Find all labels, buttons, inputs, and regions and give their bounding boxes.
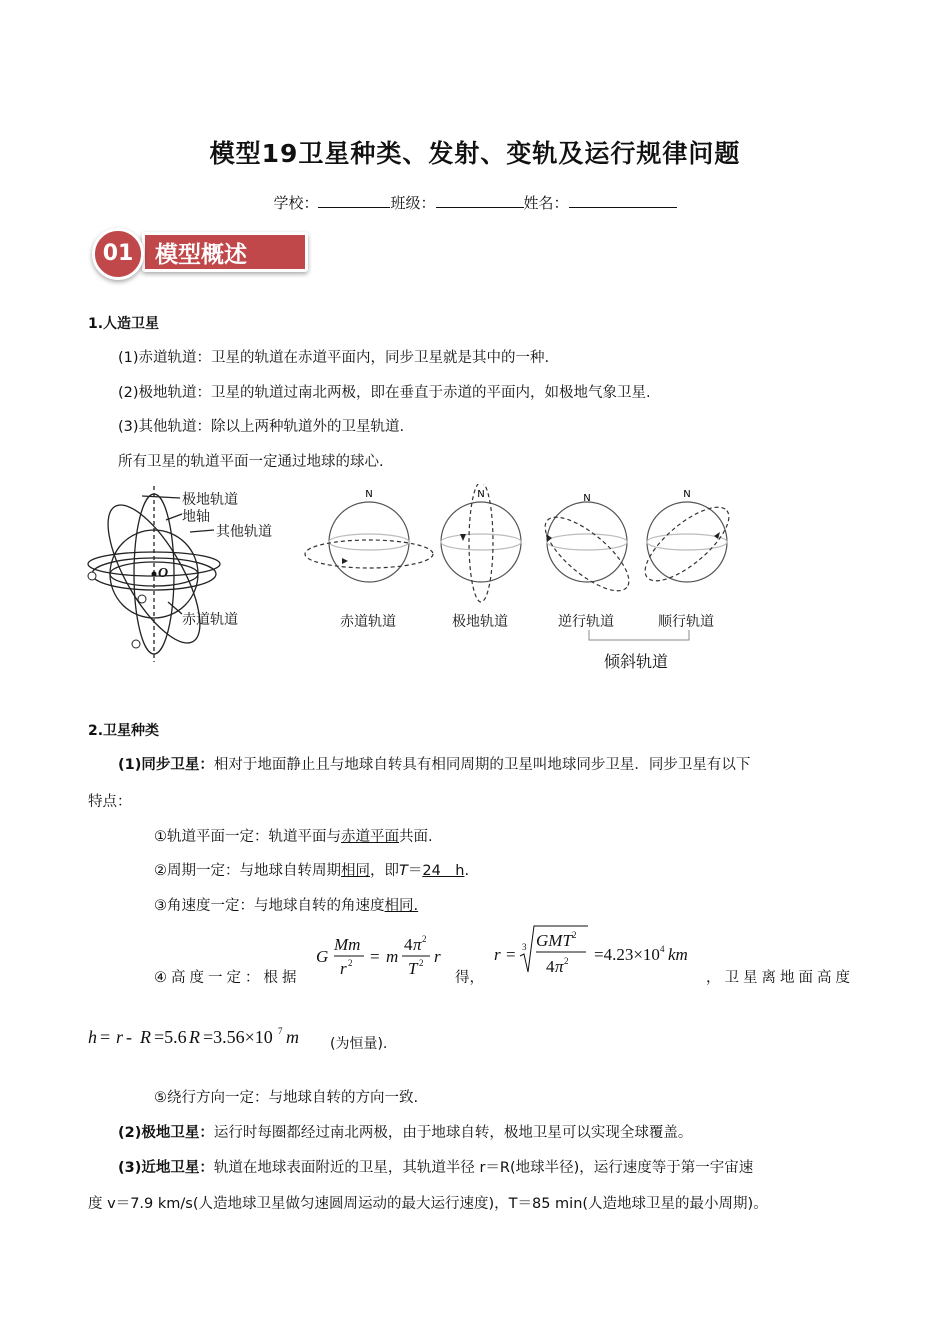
near-text: 轨道在地球表面附近的卫星，其轨道半径 r＝R(地球半径)，运行速度等于第一宇宙速 [213,1160,754,1176]
label-retrograde: 逆行轨道 [558,614,614,630]
badge-number: 01 [92,228,144,280]
near-paragraph [118,1156,753,1177]
label-prograde: 顺行轨道 [658,614,714,630]
svg-text:=: = [370,947,380,966]
label-equatorial: 赤道轨道 [340,614,396,630]
orbit-item-3: (3)其他轨道：除以上两种轨道外的卫星轨道. [118,419,405,435]
f1-post: 共面. [399,829,433,845]
feature-3 [154,894,418,915]
f1-underline: 赤道平面 [341,829,399,845]
svg-text:4: 4 [660,944,665,954]
svg-text:2: 2 [419,958,424,968]
svg-text:km: km [668,945,688,964]
group-bracket [588,630,690,646]
f4-mid: 得， [455,970,484,986]
svg-text:=3.56×10: =3.56×10 [203,1027,273,1047]
svg-text:4: 4 [404,935,413,954]
label-equator-orbit: 赤道轨道 [182,612,238,628]
feature-2 [154,859,469,880]
svg-text:G: G [316,947,329,966]
f3-underline: 相同. [384,898,419,914]
svg-text:=4.23×10: =4.23×10 [594,945,660,964]
formula-gravity [312,928,464,984]
near-head: (3)近地卫星： [118,1160,214,1176]
f4-pre: ④高度一定：根据 [154,970,301,986]
label-inclined: 倾斜轨道 [604,652,669,671]
polar-paragraph [118,1121,692,1142]
svg-text:-: - [126,1027,132,1047]
svg-text:R: R [140,1027,151,1047]
svg-text:2: 2 [572,930,577,940]
svg-text:3: 3 [522,942,527,952]
section-heading-1: 1.人造卫星 [88,316,160,332]
sync-text-cont: 特点： [88,794,132,810]
sync-paragraph [118,753,750,774]
svg-text:r: r [494,945,501,964]
svg-text:π: π [555,957,564,976]
f2-t: T [399,863,408,879]
svg-text:r: r [340,959,347,978]
f2-underline: 相同 [341,863,370,879]
svg-text:r: r [116,1027,124,1047]
globe-orbits-diagram [296,484,756,614]
f4-note: (为恒量). [330,1036,388,1052]
f2-eq: ＝ [407,863,423,879]
section-badge [92,228,314,278]
orbit-item-2: (2)极地轨道：卫星的轨道过南北两极，即在垂直于赤道的平面内，如极地气象卫星. [118,385,651,401]
section-heading-2: 2.卫星种类 [88,723,160,739]
formula-height [86,1018,326,1054]
svg-text:=5.6: =5.6 [154,1027,187,1047]
feature-5: ⑤绕行方向一定：与地球自转的方向一致. [154,1090,419,1106]
svg-text:Mm: Mm [334,935,361,954]
f1-pre: ①轨道平面一定：轨道平面与 [154,829,341,845]
f2-end: . [464,863,470,879]
f4-post: ，卫星离地面高度 [706,970,854,986]
student-info [0,192,950,213]
f2-value: 24 h [422,863,465,879]
svg-text:2: 2 [348,958,353,968]
polar-text: 运行时每圈都经过南北两极，由于地球自转，极地卫星可以实现全球覆盖。 [213,1125,693,1141]
n-label-4: N [683,489,691,500]
svg-text:2: 2 [422,934,427,944]
svg-text:h: h [88,1027,97,1047]
n-label-3: N [583,493,591,504]
svg-text:r: r [434,947,441,966]
page-title: 模型19卫星种类、发射、变轨及运行规律问题 [209,139,741,168]
f2-pre: ②周期一定：与地球自转周期 [154,863,341,879]
f2-mid: ，即 [370,863,399,879]
svg-text:2: 2 [564,956,569,966]
svg-text:m: m [286,1027,299,1047]
svg-text:7: 7 [278,1026,283,1036]
orbit-note: 所有卫星的轨道平面一定通过地球的球心. [118,454,384,470]
f3-pre: ③角速度一定：与地球自转的角速度 [154,898,385,914]
svg-text:=: = [506,945,516,964]
svg-text:GMT: GMT [536,931,572,950]
school-label: 学校： [273,194,319,212]
svg-text:π: π [413,935,422,954]
badge-title: 模型概述 [142,232,308,272]
svg-text:=: = [100,1027,111,1047]
sync-text: 相对于地面静止且与地球自转具有相同周期的卫星叫地球同步卫星．同步卫星有以下 [213,757,751,773]
orbit-item-1: (1)赤道轨道：卫星的轨道在赤道平面内，同步卫星就是其中的一种. [118,350,550,366]
name-label: 姓名： [523,194,569,212]
feature-1 [154,825,433,846]
school-blank[interactable] [318,193,390,208]
sync-head: (1)同步卫星： [118,757,214,773]
class-label: 班级： [390,194,436,212]
formula-radius [490,922,708,984]
svg-text:R: R [189,1027,200,1047]
label-polar-orbit: 极地轨道 [182,492,238,508]
svg-text:m: m [386,947,399,966]
label-center-o: O [158,566,169,581]
n-label-2: N [477,489,485,500]
svg-text:4: 4 [546,957,555,976]
near-text-cont: 度 v＝7.9 km/s(人造地球卫星做匀速圆周运动的最大运行速度)，T＝85 min(人造地球卫星的最小周期)。 [88,1196,768,1212]
label-earth-axis: 地轴 [182,509,210,525]
name-blank[interactable] [569,193,677,208]
svg-text:T: T [408,959,418,978]
label-polar: 极地轨道 [452,614,508,630]
label-other-orbit: 其他轨道 [216,524,272,540]
n-label-1: N [365,489,373,500]
polar-head: (2)极地卫星： [118,1125,214,1141]
class-blank[interactable] [436,193,524,208]
